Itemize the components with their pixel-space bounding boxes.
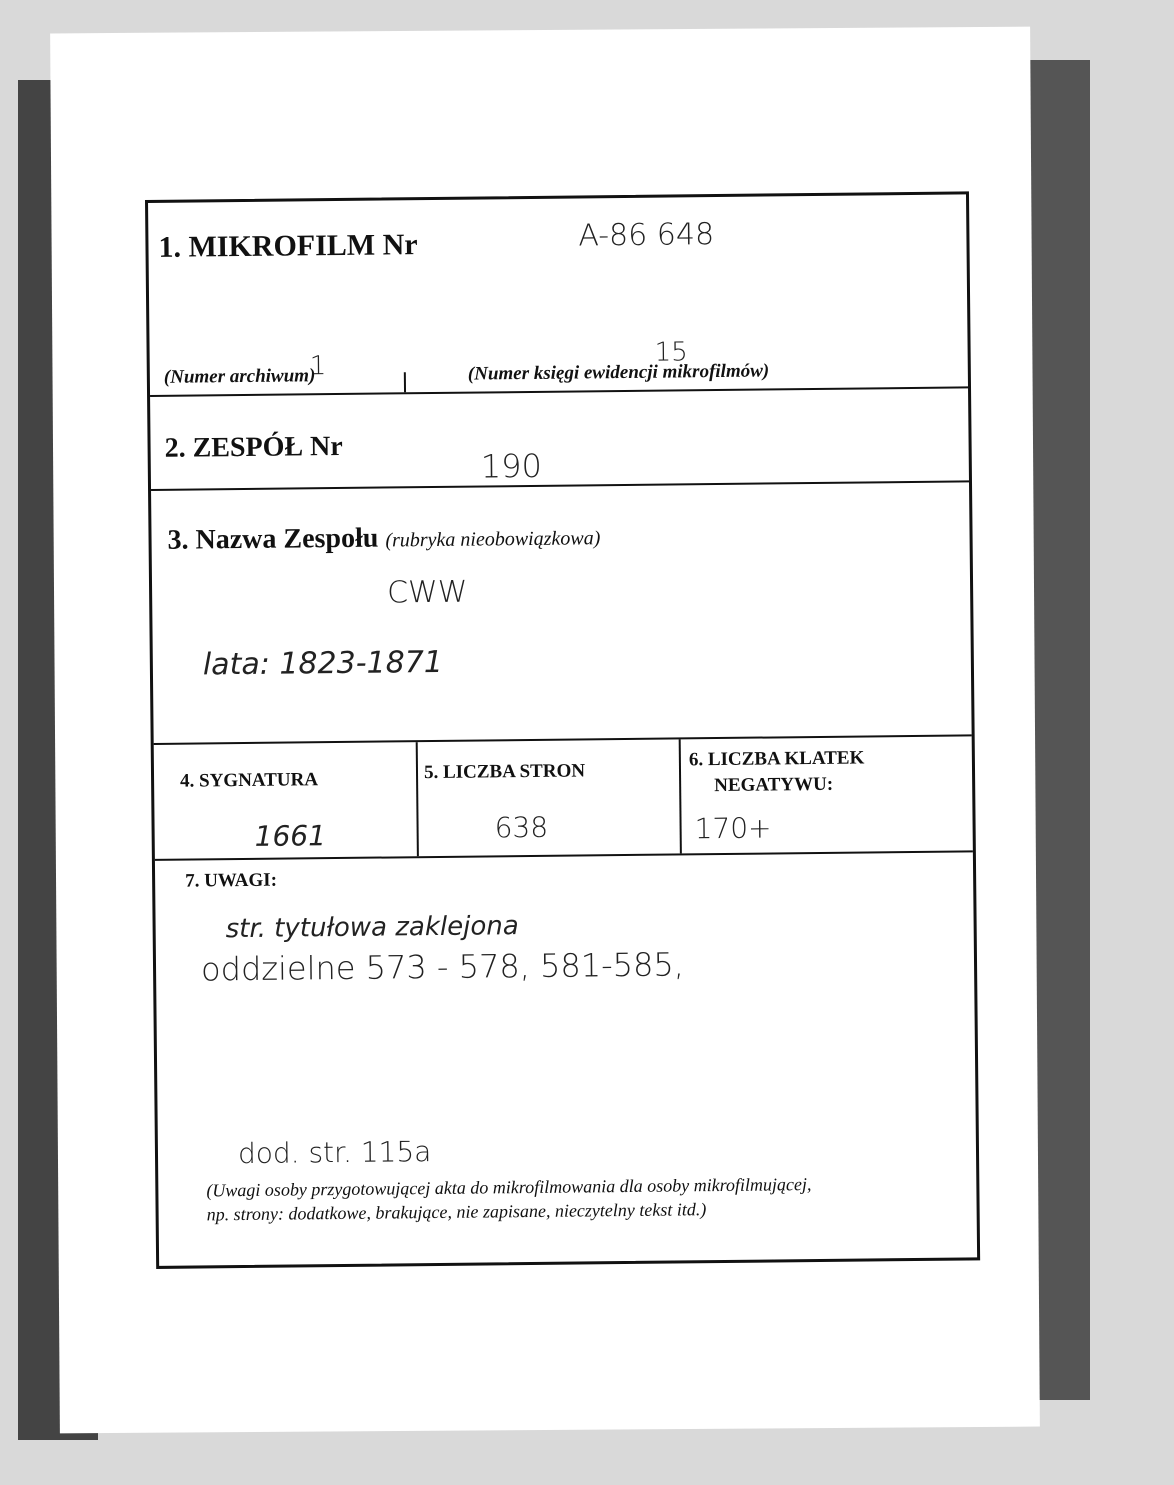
- f7-remark-1: str. tytułowa zaklejona: [225, 911, 519, 945]
- f7-label: 7. UWAGI:: [185, 869, 278, 892]
- ledger-label: (Numer księgi ewidencji mikrofilmów): [467, 360, 770, 385]
- f6-value: 170+: [694, 811, 772, 846]
- f5-label: 5. LICZBA STRON: [423, 760, 586, 784]
- f3-note: (rubryka nieobowiązkowa): [385, 527, 601, 552]
- f6-label-1: 6. LICZBA KLATEK: [688, 747, 865, 771]
- archive-label: (Numer archiwum): [163, 365, 316, 388]
- divider: [404, 372, 406, 392]
- f2-value: 190: [480, 446, 543, 486]
- f7-remark-2: oddzielne 573 - 578, 581-585,: [200, 945, 685, 989]
- f3-years: lata: 1823-1871: [202, 644, 444, 683]
- f4-value: 1661: [254, 819, 327, 853]
- f2-label: 2. ZESPÓŁ Nr: [164, 430, 343, 464]
- f7-note-1: (Uwagi osoby przygotowującej akta do mikrofilmowania dla osoby mikrofilmującej,: [206, 1174, 812, 1201]
- f7-note-2: np. strony: dodatkowe, brakujące, nie zapisane, nieczytelny tekst itd.): [206, 1199, 707, 1225]
- f5-value: 638: [494, 810, 549, 845]
- f3-heading: [167, 520, 600, 557]
- ledger-number: 15: [654, 337, 688, 368]
- f7-remark-3: dod. str. 115a: [237, 1135, 432, 1171]
- f1-label: 1. MIKROFILM Nr: [158, 228, 418, 264]
- f4-label: 4. SYGNATURA: [179, 769, 319, 792]
- f3-label: 3. Nazwa Zespołu: [167, 522, 379, 556]
- f3-value: CWW: [386, 574, 468, 611]
- microfilm-form: [145, 191, 980, 1269]
- f6-label-2: NEGATYWU:: [714, 773, 834, 797]
- archive-number: 1: [309, 351, 327, 382]
- f1-value: A-86 648: [578, 217, 715, 254]
